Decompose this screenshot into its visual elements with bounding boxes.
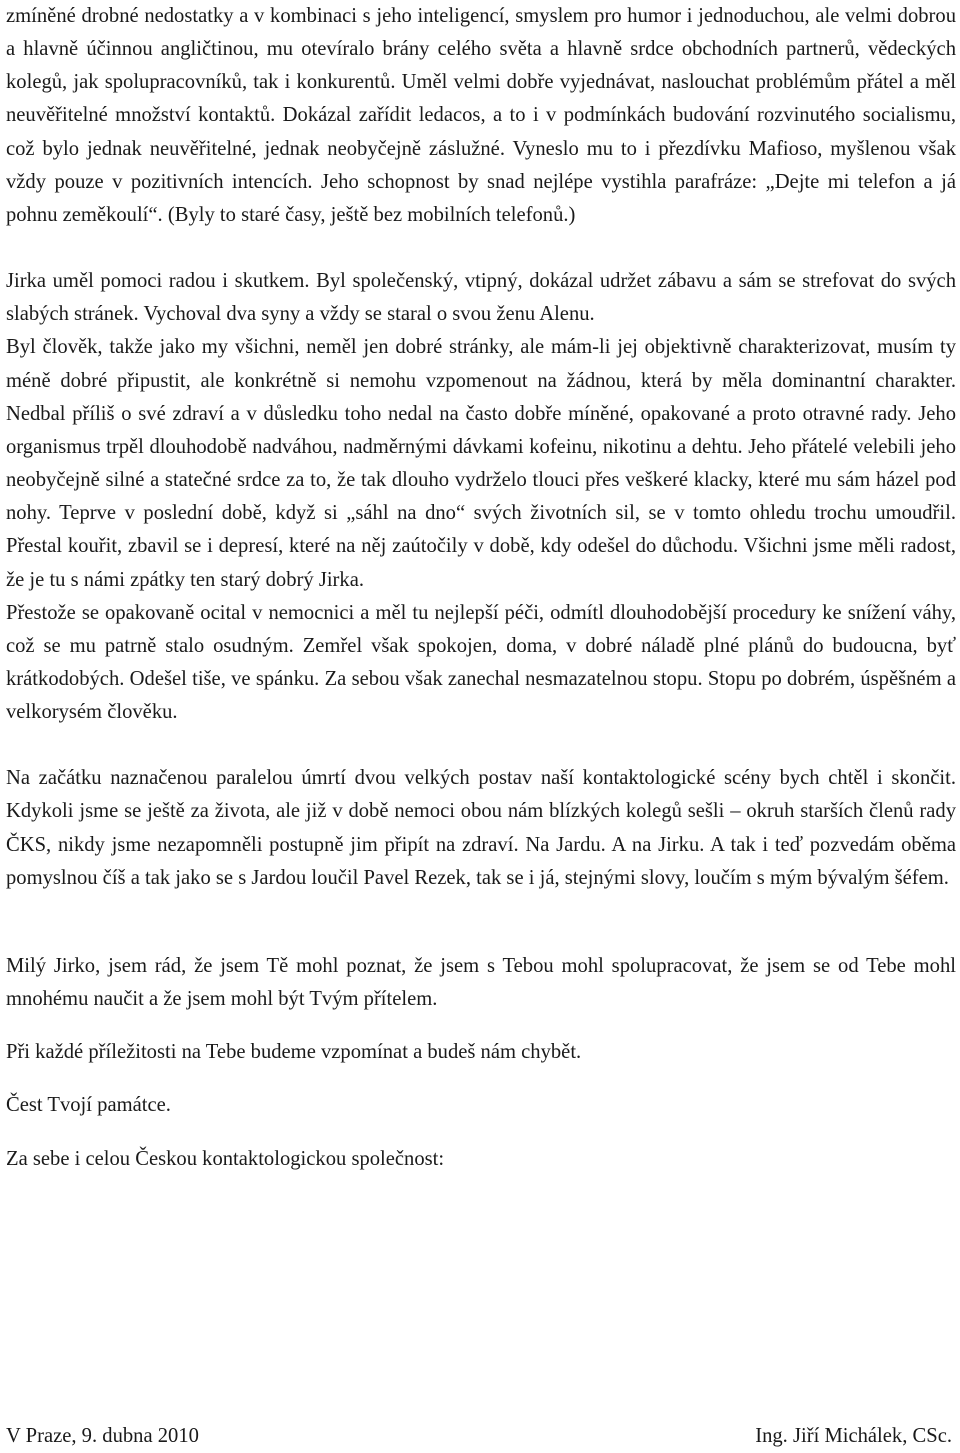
paragraph-health: Byl člověk, takže jako my všichni, neměl jen dobré stránky, ale mám-li jej objektivně charakterizovat, musím ty méně dobré připustit, ale konkrétně si nemohu vzpomenout na žádnou, která by měla dominantní charakter. Nedbal příliš o své zdraví a v důsledku toho nedal na často dobře míněné, opakované a proto otravné rady. Jeho organismus trpěl dlouhodobě nadváhou, nadměrnými dávkami kofeinu, nikotinu a dehtu. Jeho přátelé velebili jeho neobyčejně silné a statečné srdce za to, že tak dlouho vydrželo tlouci přes veškeré klacky, které mu sám házel pod nohy. Teprve v poslední době, když si „sáhl na dno“ svých životních sil, se v tomto ohledu trochu umoudřil. Přestal kouřit, zbavil se i depresí, které na něj zaútočily v době, kdy odešel do důchodu. Všichni jsme měli radost, že je tu s námi zpátky ten starý dobrý Jirka. — [6, 336, 956, 591]
place-date: V Praze, 9. dubna 2010 — [6, 1425, 199, 1447]
paragraph-address: Milý Jirko, jsem rád, že jsem Tě mohl poznat, že jsem s Tebou mohl spolupracovat, že jsem se od Tebe mohl mnohému naučit a že jsem mohl být Tvým přítelem. — [6, 954, 956, 1011]
document-footer — [6, 1420, 952, 1453]
author-signature: Ing. Jiří Michálek, CSc. — [755, 1425, 952, 1447]
paragraph-death: Přestože se opakovaně ocital v nemocnici a měl tu nejlepší péči, odmítl dlouhodobější procedury ke snížení váhy, což se mu patrně stalo osudným. Zemřel však spokojen, doma, v dobré náladě plné plánů do budoucna, byť krátkodobých. Odešel tiše, ve spánku. Za sebou však zanechal nesmazatelnou stopu. Stopu po dobrém, úspěšném a velkorysém člověku. — [6, 601, 956, 724]
paragraph-honor: Čest Tvojí památce. — [6, 1094, 171, 1117]
document-page — [6, 0, 956, 1176]
paragraph-helpfulness: Jirka uměl pomoci radou i skutkem. Byl společenský, vtipný, dokázal udržet zábavu a sám se strefovat do svých slabých stránek. Vychoval dva syny a vždy se staral o svou ženu Alenu. — [6, 270, 956, 326]
paragraph-farewell: Na začátku naznačenou paralelou úmrtí dvou velkých postav naší kontaktologické scény bych chtěl i skončit. Kdykoli jsme se ještě za života, ale již v době nemoci obou nám blízkých kolegů sešli – okruh starších členů rady ČKS, nikdy jsme nezapomněli postupně jim připít na zdraví. Na Jardu. A na Jirku. A tak i teď pozvedám oběma pomyslnou číš a tak jako se s Jardou loučil Pavel Rezek, tak se i já, stejnými slovy, loučím s mým bývalým šéfem. — [6, 767, 956, 889]
paragraph-character: zmíněné drobné nedostatky a v kombinaci s jeho inteligencí, smyslem pro humor i jednoduchou, ale velmi dobrou a hlavně účinnou angličtinou, mu otevíralo brány celého světa a hlavně srdce obchodních partnerů, vědeckých kolegů, jak spolupracovníků, tak i konkurentů. Uměl velmi dobře vyjednávat, naslouchat problémům přátel a měl neuvěřitelné množství kontaktů. Dokázal zařídit ledacos, a to i v podmínkách budování rozvinutého socialismu, což bylo jednak neuvěřitelné, jednak neobyčejně záslužné. Vyneslo mu to i přezdívku Mafioso, myšlenou však vždy pouze v pozitivních intencích. Jeho schopnost by snad nejlépe vystihla parafráze: „Dejte mi telefon a já pohnu zeměkoulí“. (Byly to staré časy, ještě bez mobilních telefonů.) — [6, 5, 956, 226]
paragraph-on-behalf: Za sebe i celou Českou kontaktologickou společnost: — [6, 1147, 445, 1170]
paragraph-remembrance: Při každé příležitosti na Tebe budeme vzpomínat a budeš nám chybět. — [6, 1041, 582, 1064]
